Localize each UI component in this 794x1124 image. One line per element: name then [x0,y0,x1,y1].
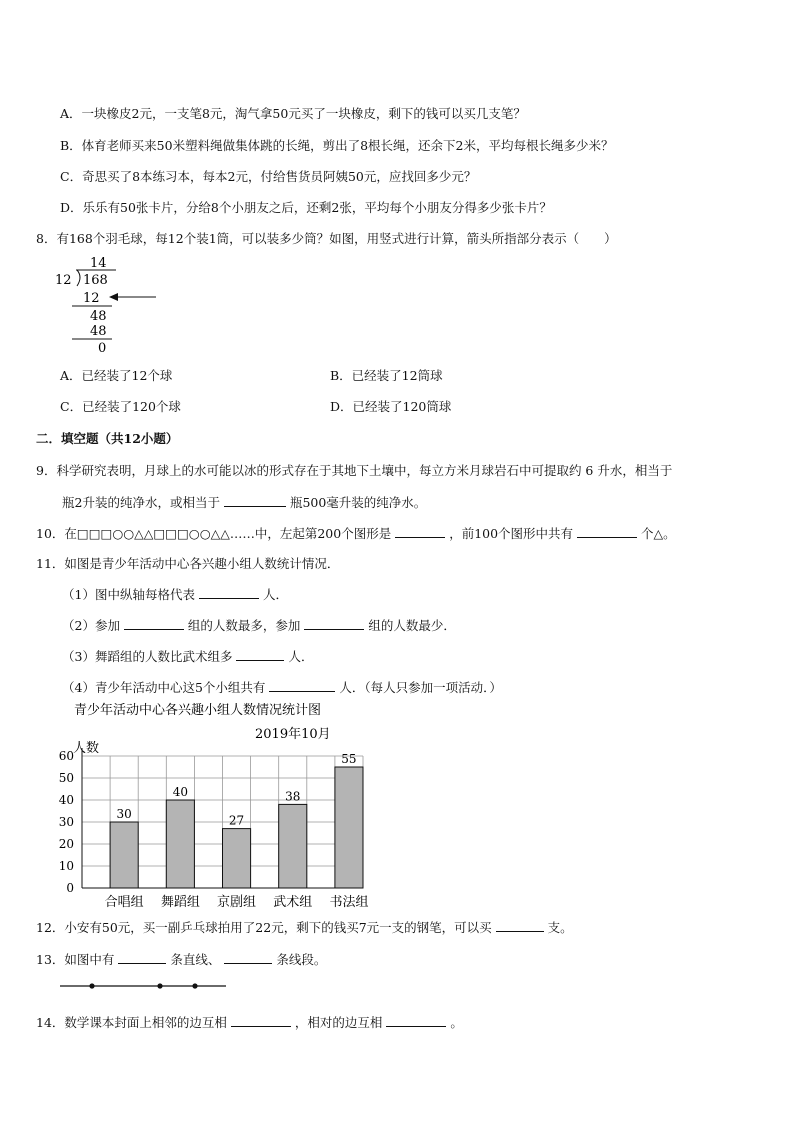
q10-text-b: ，前100个图形中共有 [449,526,574,541]
bar-书法组 [335,767,363,888]
q8-option-d: D．已经装了120筒球 [330,399,452,414]
division-remainder: 0 [98,341,107,355]
y-tick-label-40: 40 [58,793,74,807]
q8-stem: 8．有168个羽毛球，每12个装1筒，可以装多少筒？如图，用竖式进行计算，箭头所指部分表示（ ） [36,231,617,246]
point-2 [157,983,162,988]
bar-合唱组 [110,822,138,888]
q10-line [36,524,676,542]
bar-武术组 [279,804,307,888]
q7-option-d: D．乐乐有50张卡片，分给8个小朋友之后，还剩2张，平均每个小朋友分得多少张卡片？ [60,200,552,215]
q13-blank-2[interactable] [224,951,272,964]
q9-line1: 9．科学研究表明，月球上的水可能以冰的形式存在于其地下土壤中，每立方米月球岩石中可提取约 6 升水，相当于 [36,463,673,478]
q14-blank-2[interactable] [386,1014,446,1027]
q11-p3-text-b: 人． [288,649,314,664]
y-tick-label-30: 30 [58,815,74,829]
q11-part4 [62,678,502,696]
y-tick-label-20: 20 [58,837,74,851]
q11-p1-blank[interactable] [199,586,259,599]
q13-blank-1[interactable] [118,951,166,964]
q13-text-b: 条直线、 [170,952,221,967]
q9-text-a: 瓶2升装的纯净水，或相当于 [62,495,220,510]
bar-京剧组 [223,829,251,888]
q11-p3-text-a: （3）舞蹈组的人数比武术组多 [62,649,233,664]
q14-text-c: 。 [450,1015,463,1030]
q7-option-b: B．体育老师买来50米塑料绳做集体跳的长绳，剪出了8根长绳，还余下2米，平均每根长绳多少米？ [60,138,614,153]
q8-option-a: A．已经装了12个球 [60,368,173,383]
long-division-figure [50,253,170,355]
q11-p4-blank[interactable] [269,679,335,692]
q10-text-c: 个△。 [641,526,676,541]
x-tick-label-京剧组: 京剧组 [217,895,257,910]
q11-p3-blank[interactable] [236,648,284,661]
q10-blank-1[interactable] [395,525,445,538]
chart-title: 青少年活动中心各兴趣小组人数情况统计图 [74,703,322,718]
q11-p2-text-c: 组的人数最少． [368,618,456,633]
value-label-武术组: 38 [285,789,301,804]
x-tick-label-合唱组: 合唱组 [104,895,144,910]
q9-text-b: 瓶500毫升装的纯净水。 [289,495,427,510]
q11-part2 [62,616,456,634]
q10-blank-2[interactable] [577,525,637,538]
q12-text-b: 支。 [547,920,573,935]
q12-blank[interactable] [496,919,544,932]
section-heading: 二．填空题（共12小题） [36,431,179,446]
q11-p1-text-b: 人． [262,587,288,602]
division-dividend: 168 [83,273,108,288]
x-tick-label-舞蹈组: 舞蹈组 [160,895,200,910]
q11-p2-blank-2[interactable] [304,617,364,630]
chart-y-label: 人数 [73,741,100,756]
q11-p4-text-a: （4）青少年活动中心这5个小组共有 [62,680,266,695]
chart-x-ticks [105,894,369,910]
chart-value-labels [117,752,357,828]
q13-line-figure [58,980,228,992]
q11-p1-text-a: （1）图中纵轴每格代表 [62,587,195,602]
bar-chart [40,700,390,910]
q8-option-c: C．已经装了120个球 [60,399,181,414]
y-tick-label-0: 0 [66,881,74,895]
q11-p2-blank-1[interactable] [124,617,184,630]
chart-subtitle: 2019年10月 [255,727,331,742]
q14-text-a: 14．数学课本封面上相邻的边互相 [36,1015,227,1030]
q10-text-a: 10．在□□□○○△△□□□○○△△……中，左起第200个图形是 [36,526,392,541]
q14-line [36,1013,463,1031]
q11-part1 [62,585,288,603]
division-step3: 48 [90,324,107,339]
y-tick-label-50: 50 [58,771,74,785]
q7-option-a: A．一块橡皮2元，一支笔8元，淘气拿50元买了一块橡皮，剩下的钱可以买几支笔？ [60,106,526,121]
division-quotient: 14 [90,256,107,271]
value-label-合唱组: 30 [116,807,132,821]
q14-text-b: ，相对的边互相 [294,1015,383,1030]
division-step2: 48 [90,309,107,324]
division-divisor: 12 [55,273,72,288]
y-tick-label-60: 60 [58,749,74,763]
q11-p2-text-b: 组的人数最多，参加 [187,618,301,633]
q13-text-a: 13．如图中有 [36,952,115,967]
point-3 [192,983,197,988]
x-tick-label-武术组: 武术组 [273,895,313,910]
q13-line [36,950,326,968]
division-step1: 12 [83,291,100,306]
chart-y-ticks [59,749,74,895]
arrow-head-icon [109,293,118,301]
q11-p2-text-a: （2）参加 [62,618,120,633]
q13-text-c: 条线段。 [276,952,327,967]
q9-answer-blank[interactable] [224,494,286,507]
point-1 [89,983,94,988]
bar-舞蹈组 [166,800,194,888]
value-label-舞蹈组: 40 [172,785,188,799]
value-label-京剧组: 27 [228,813,245,828]
value-label-书法组: 55 [341,752,357,766]
q12-text-a: 12．小安有50元，买一副乒乓球拍用了22元，剩下的钱买7元一支的钢笔，可以买 [36,920,492,935]
q8-option-b: B．已经装了12筒球 [330,368,443,383]
q11-part3 [62,647,313,665]
division-bracket [77,270,80,286]
q12-line [36,918,573,936]
q14-blank-1[interactable] [231,1014,291,1027]
q11-stem: 11．如图是青少年活动中心各兴趣小组人数统计情况． [36,556,340,571]
x-tick-label-书法组: 书法组 [329,895,369,910]
q7-option-c: C．奇思买了8本练习本，每本2元，付给售货员阿姨50元，应找回多少元？ [60,169,477,184]
y-tick-label-10: 10 [58,859,74,873]
q9-line2 [62,493,426,511]
q11-p4-text-b: 人．（每人只参加一项活动．） [339,680,502,695]
